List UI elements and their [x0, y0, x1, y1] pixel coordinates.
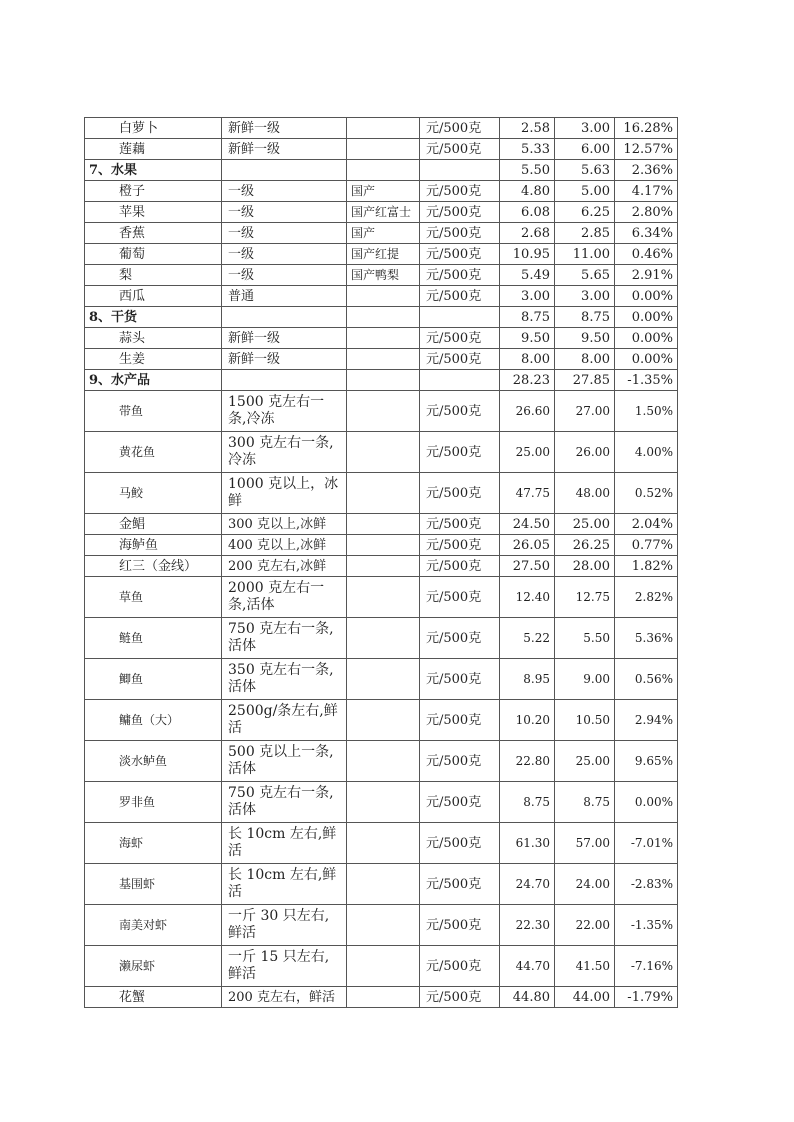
unit-cell: 元/500克 — [420, 432, 500, 473]
unit-cell: 元/500克 — [420, 473, 500, 514]
change-cell: 0.00% — [615, 782, 678, 823]
curr-price-cell: 10.50 — [555, 700, 615, 741]
spec-cell: 350 克左右一条,活体 — [222, 659, 347, 700]
origin-cell — [347, 659, 420, 700]
unit-cell: 元/500克 — [420, 864, 500, 905]
unit-cell: 元/500克 — [420, 328, 500, 349]
spec-cell — [222, 307, 347, 328]
unit-cell: 元/500克 — [420, 659, 500, 700]
product-name-cell: 海鲈鱼 — [85, 535, 222, 556]
prev-price-cell: 2.58 — [500, 118, 555, 139]
change-cell: 6.34% — [615, 223, 678, 244]
curr-price-cell: 5.00 — [555, 181, 615, 202]
product-name-cell: 梨 — [85, 265, 222, 286]
unit-cell: 元/500克 — [420, 391, 500, 432]
table-row — [85, 391, 678, 432]
curr-price-cell: 26.00 — [555, 432, 615, 473]
origin-cell — [347, 864, 420, 905]
curr-price-cell: 9.50 — [555, 328, 615, 349]
spec-cell: 200 克左右，鲜活 — [222, 987, 347, 1008]
prev-price-cell: 5.49 — [500, 265, 555, 286]
origin-cell — [347, 556, 420, 577]
change-cell: 0.46% — [615, 244, 678, 265]
curr-price-cell: 12.75 — [555, 577, 615, 618]
origin-cell — [347, 370, 420, 391]
origin-cell — [347, 473, 420, 514]
change-cell: -1.35% — [615, 905, 678, 946]
prev-price-cell: 44.70 — [500, 946, 555, 987]
origin-cell: 国产鸭梨 — [347, 265, 420, 286]
table-row — [85, 118, 678, 139]
spec-cell: 一斤 30 只左右,鲜活 — [222, 905, 347, 946]
spec-cell: 2500g/条左右,鲜活 — [222, 700, 347, 741]
change-cell: 0.00% — [615, 328, 678, 349]
unit-cell: 元/500克 — [420, 244, 500, 265]
origin-cell: 国产 — [347, 181, 420, 202]
prev-price-cell: 5.33 — [500, 139, 555, 160]
curr-price-cell: 27.00 — [555, 391, 615, 432]
product-name-cell: 7、水果 — [85, 160, 222, 181]
spec-cell: 一斤 15 只左右,鲜活 — [222, 946, 347, 987]
unit-cell: 元/500克 — [420, 535, 500, 556]
table-row — [85, 905, 678, 946]
unit-cell: 元/500克 — [420, 741, 500, 782]
unit-cell: 元/500克 — [420, 202, 500, 223]
change-cell: 2.04% — [615, 514, 678, 535]
curr-price-cell: 25.00 — [555, 741, 615, 782]
change-cell: 2.80% — [615, 202, 678, 223]
prev-price-cell: 26.05 — [500, 535, 555, 556]
prev-price-cell: 2.68 — [500, 223, 555, 244]
product-name-cell: 海虾 — [85, 823, 222, 864]
price-table-body — [85, 118, 678, 1008]
origin-cell — [347, 823, 420, 864]
product-name-cell: 鲢鱼 — [85, 618, 222, 659]
category-row — [85, 160, 678, 181]
unit-cell: 元/500克 — [420, 181, 500, 202]
curr-price-cell: 5.63 — [555, 160, 615, 181]
category-row — [85, 307, 678, 328]
product-name-cell: 罗非鱼 — [85, 782, 222, 823]
product-name-cell: 草鱼 — [85, 577, 222, 618]
unit-cell: 元/500克 — [420, 286, 500, 307]
product-name-cell: 西瓜 — [85, 286, 222, 307]
table-row — [85, 473, 678, 514]
product-name-cell: 花蟹 — [85, 987, 222, 1008]
curr-price-cell: 26.25 — [555, 535, 615, 556]
table-row — [85, 700, 678, 741]
spec-cell — [222, 370, 347, 391]
prev-price-cell: 25.00 — [500, 432, 555, 473]
product-name-cell: 淡水鲈鱼 — [85, 741, 222, 782]
product-name-cell: 葡萄 — [85, 244, 222, 265]
spec-cell: 新鲜一级 — [222, 139, 347, 160]
table-row — [85, 223, 678, 244]
table-row — [85, 946, 678, 987]
spec-cell: 一级 — [222, 244, 347, 265]
spec-cell: 1000 克以上，冰鲜 — [222, 473, 347, 514]
table-row — [85, 139, 678, 160]
curr-price-cell: 28.00 — [555, 556, 615, 577]
curr-price-cell: 22.00 — [555, 905, 615, 946]
product-name-cell: 白萝卜 — [85, 118, 222, 139]
origin-cell — [347, 118, 420, 139]
spec-cell: 新鲜一级 — [222, 328, 347, 349]
spec-cell: 2000 克左右一条,活体 — [222, 577, 347, 618]
origin-cell — [347, 782, 420, 823]
table-row — [85, 535, 678, 556]
prev-price-cell: 44.80 — [500, 987, 555, 1008]
change-cell: 4.17% — [615, 181, 678, 202]
table-row — [85, 987, 678, 1008]
origin-cell — [347, 535, 420, 556]
category-row — [85, 370, 678, 391]
table-row — [85, 659, 678, 700]
table-row — [85, 244, 678, 265]
change-cell: 9.65% — [615, 741, 678, 782]
product-name-cell: 马鲛 — [85, 473, 222, 514]
curr-price-cell: 57.00 — [555, 823, 615, 864]
prev-price-cell: 10.95 — [500, 244, 555, 265]
curr-price-cell: 8.00 — [555, 349, 615, 370]
prev-price-cell: 9.50 — [500, 328, 555, 349]
curr-price-cell: 3.00 — [555, 286, 615, 307]
curr-price-cell: 6.00 — [555, 139, 615, 160]
table-row — [85, 556, 678, 577]
prev-price-cell: 3.00 — [500, 286, 555, 307]
product-name-cell: 莲藕 — [85, 139, 222, 160]
unit-cell: 元/500克 — [420, 223, 500, 244]
origin-cell — [347, 391, 420, 432]
spec-cell: 一级 — [222, 265, 347, 286]
prev-price-cell: 61.30 — [500, 823, 555, 864]
spec-cell: 1500 克左右一条,冷冻 — [222, 391, 347, 432]
curr-price-cell: 8.75 — [555, 307, 615, 328]
change-cell: 0.77% — [615, 535, 678, 556]
product-name-cell: 蒜头 — [85, 328, 222, 349]
curr-price-cell: 3.00 — [555, 118, 615, 139]
spec-cell: 长 10cm 左右,鲜活 — [222, 823, 347, 864]
unit-cell: 元/500克 — [420, 987, 500, 1008]
prev-price-cell: 8.75 — [500, 307, 555, 328]
product-name-cell: 香蕉 — [85, 223, 222, 244]
product-name-cell: 基围虾 — [85, 864, 222, 905]
origin-cell — [347, 741, 420, 782]
product-name-cell: 带鱼 — [85, 391, 222, 432]
spec-cell: 一级 — [222, 202, 347, 223]
change-cell: -7.01% — [615, 823, 678, 864]
curr-price-cell: 9.00 — [555, 659, 615, 700]
change-cell: 5.36% — [615, 618, 678, 659]
unit-cell: 元/500克 — [420, 265, 500, 286]
table-row — [85, 265, 678, 286]
product-name-cell: 9、水产品 — [85, 370, 222, 391]
spec-cell: 300 克以上,冰鲜 — [222, 514, 347, 535]
prev-price-cell: 28.23 — [500, 370, 555, 391]
origin-cell — [347, 286, 420, 307]
prev-price-cell: 24.50 — [500, 514, 555, 535]
change-cell: 4.00% — [615, 432, 678, 473]
change-cell: 0.00% — [615, 307, 678, 328]
change-cell: 16.28% — [615, 118, 678, 139]
change-cell: -1.35% — [615, 370, 678, 391]
origin-cell — [347, 514, 420, 535]
prev-price-cell: 22.80 — [500, 741, 555, 782]
spec-cell: 200 克左右,冰鲜 — [222, 556, 347, 577]
origin-cell — [347, 946, 420, 987]
change-cell: 2.82% — [615, 577, 678, 618]
origin-cell — [347, 307, 420, 328]
unit-cell: 元/500克 — [420, 905, 500, 946]
spec-cell: 一级 — [222, 181, 347, 202]
curr-price-cell: 2.85 — [555, 223, 615, 244]
origin-cell — [347, 349, 420, 370]
change-cell: 2.94% — [615, 700, 678, 741]
product-name-cell: 鲫鱼 — [85, 659, 222, 700]
origin-cell — [347, 160, 420, 181]
unit-cell: 元/500克 — [420, 823, 500, 864]
unit-cell — [420, 160, 500, 181]
prev-price-cell: 5.22 — [500, 618, 555, 659]
curr-price-cell: 5.50 — [555, 618, 615, 659]
table-row — [85, 349, 678, 370]
prev-price-cell: 26.60 — [500, 391, 555, 432]
curr-price-cell: 11.00 — [555, 244, 615, 265]
origin-cell: 国产红富士 — [347, 202, 420, 223]
unit-cell: 元/500克 — [420, 139, 500, 160]
change-cell: 1.82% — [615, 556, 678, 577]
prev-price-cell: 24.70 — [500, 864, 555, 905]
change-cell: -7.16% — [615, 946, 678, 987]
prev-price-cell: 27.50 — [500, 556, 555, 577]
spec-cell: 长 10cm 左右,鲜活 — [222, 864, 347, 905]
curr-price-cell: 41.50 — [555, 946, 615, 987]
table-row — [85, 202, 678, 223]
unit-cell: 元/500克 — [420, 618, 500, 659]
product-name-cell: 生姜 — [85, 349, 222, 370]
product-name-cell: 金鲳 — [85, 514, 222, 535]
unit-cell — [420, 370, 500, 391]
origin-cell — [347, 577, 420, 618]
change-cell: 0.00% — [615, 286, 678, 307]
curr-price-cell: 25.00 — [555, 514, 615, 535]
change-cell: 0.00% — [615, 349, 678, 370]
origin-cell — [347, 700, 420, 741]
table-row — [85, 432, 678, 473]
origin-cell — [347, 905, 420, 946]
origin-cell — [347, 139, 420, 160]
table-row — [85, 823, 678, 864]
curr-price-cell: 27.85 — [555, 370, 615, 391]
table-row — [85, 741, 678, 782]
prev-price-cell: 4.80 — [500, 181, 555, 202]
unit-cell: 元/500克 — [420, 349, 500, 370]
table-row — [85, 618, 678, 659]
origin-cell: 国产 — [347, 223, 420, 244]
price-table — [84, 117, 678, 1008]
curr-price-cell: 48.00 — [555, 473, 615, 514]
prev-price-cell: 47.75 — [500, 473, 555, 514]
unit-cell: 元/500克 — [420, 782, 500, 823]
curr-price-cell: 8.75 — [555, 782, 615, 823]
product-name-cell: 鳙鱼（大） — [85, 700, 222, 741]
product-name-cell: 红三（金线） — [85, 556, 222, 577]
prev-price-cell: 6.08 — [500, 202, 555, 223]
table-row — [85, 181, 678, 202]
change-cell: 12.57% — [615, 139, 678, 160]
change-cell: 2.36% — [615, 160, 678, 181]
unit-cell: 元/500克 — [420, 946, 500, 987]
change-cell: 1.50% — [615, 391, 678, 432]
prev-price-cell: 8.75 — [500, 782, 555, 823]
spec-cell: 750 克左右一条,活体 — [222, 618, 347, 659]
unit-cell: 元/500克 — [420, 118, 500, 139]
origin-cell — [347, 618, 420, 659]
prev-price-cell: 12.40 — [500, 577, 555, 618]
prev-price-cell: 8.95 — [500, 659, 555, 700]
product-name-cell: 濑尿虾 — [85, 946, 222, 987]
unit-cell: 元/500克 — [420, 556, 500, 577]
curr-price-cell: 44.00 — [555, 987, 615, 1008]
origin-cell — [347, 987, 420, 1008]
table-row — [85, 577, 678, 618]
prev-price-cell: 8.00 — [500, 349, 555, 370]
table-row — [85, 286, 678, 307]
product-name-cell: 8、干货 — [85, 307, 222, 328]
product-name-cell: 苹果 — [85, 202, 222, 223]
unit-cell: 元/500克 — [420, 577, 500, 618]
spec-cell: 400 克以上,冰鲜 — [222, 535, 347, 556]
curr-price-cell: 6.25 — [555, 202, 615, 223]
curr-price-cell: 24.00 — [555, 864, 615, 905]
table-row — [85, 864, 678, 905]
table-row — [85, 328, 678, 349]
origin-cell — [347, 328, 420, 349]
product-name-cell: 黄花鱼 — [85, 432, 222, 473]
change-cell: 0.56% — [615, 659, 678, 700]
change-cell: 2.91% — [615, 265, 678, 286]
prev-price-cell: 22.30 — [500, 905, 555, 946]
spec-cell: 普通 — [222, 286, 347, 307]
prev-price-cell: 10.20 — [500, 700, 555, 741]
unit-cell: 元/500克 — [420, 514, 500, 535]
spec-cell: 300 克左右一条,冷冻 — [222, 432, 347, 473]
product-name-cell: 橙子 — [85, 181, 222, 202]
table-row — [85, 782, 678, 823]
change-cell: -2.83% — [615, 864, 678, 905]
prev-price-cell: 5.50 — [500, 160, 555, 181]
origin-cell: 国产红提 — [347, 244, 420, 265]
spec-cell: 一级 — [222, 223, 347, 244]
origin-cell — [347, 432, 420, 473]
change-cell: 0.52% — [615, 473, 678, 514]
spec-cell: 500 克以上一条,活体 — [222, 741, 347, 782]
unit-cell — [420, 307, 500, 328]
spec-cell — [222, 160, 347, 181]
spec-cell: 750 克左右一条,活体 — [222, 782, 347, 823]
spec-cell: 新鲜一级 — [222, 118, 347, 139]
spec-cell: 新鲜一级 — [222, 349, 347, 370]
unit-cell: 元/500克 — [420, 700, 500, 741]
product-name-cell: 南美对虾 — [85, 905, 222, 946]
change-cell: -1.79% — [615, 987, 678, 1008]
table-row — [85, 514, 678, 535]
curr-price-cell: 5.65 — [555, 265, 615, 286]
